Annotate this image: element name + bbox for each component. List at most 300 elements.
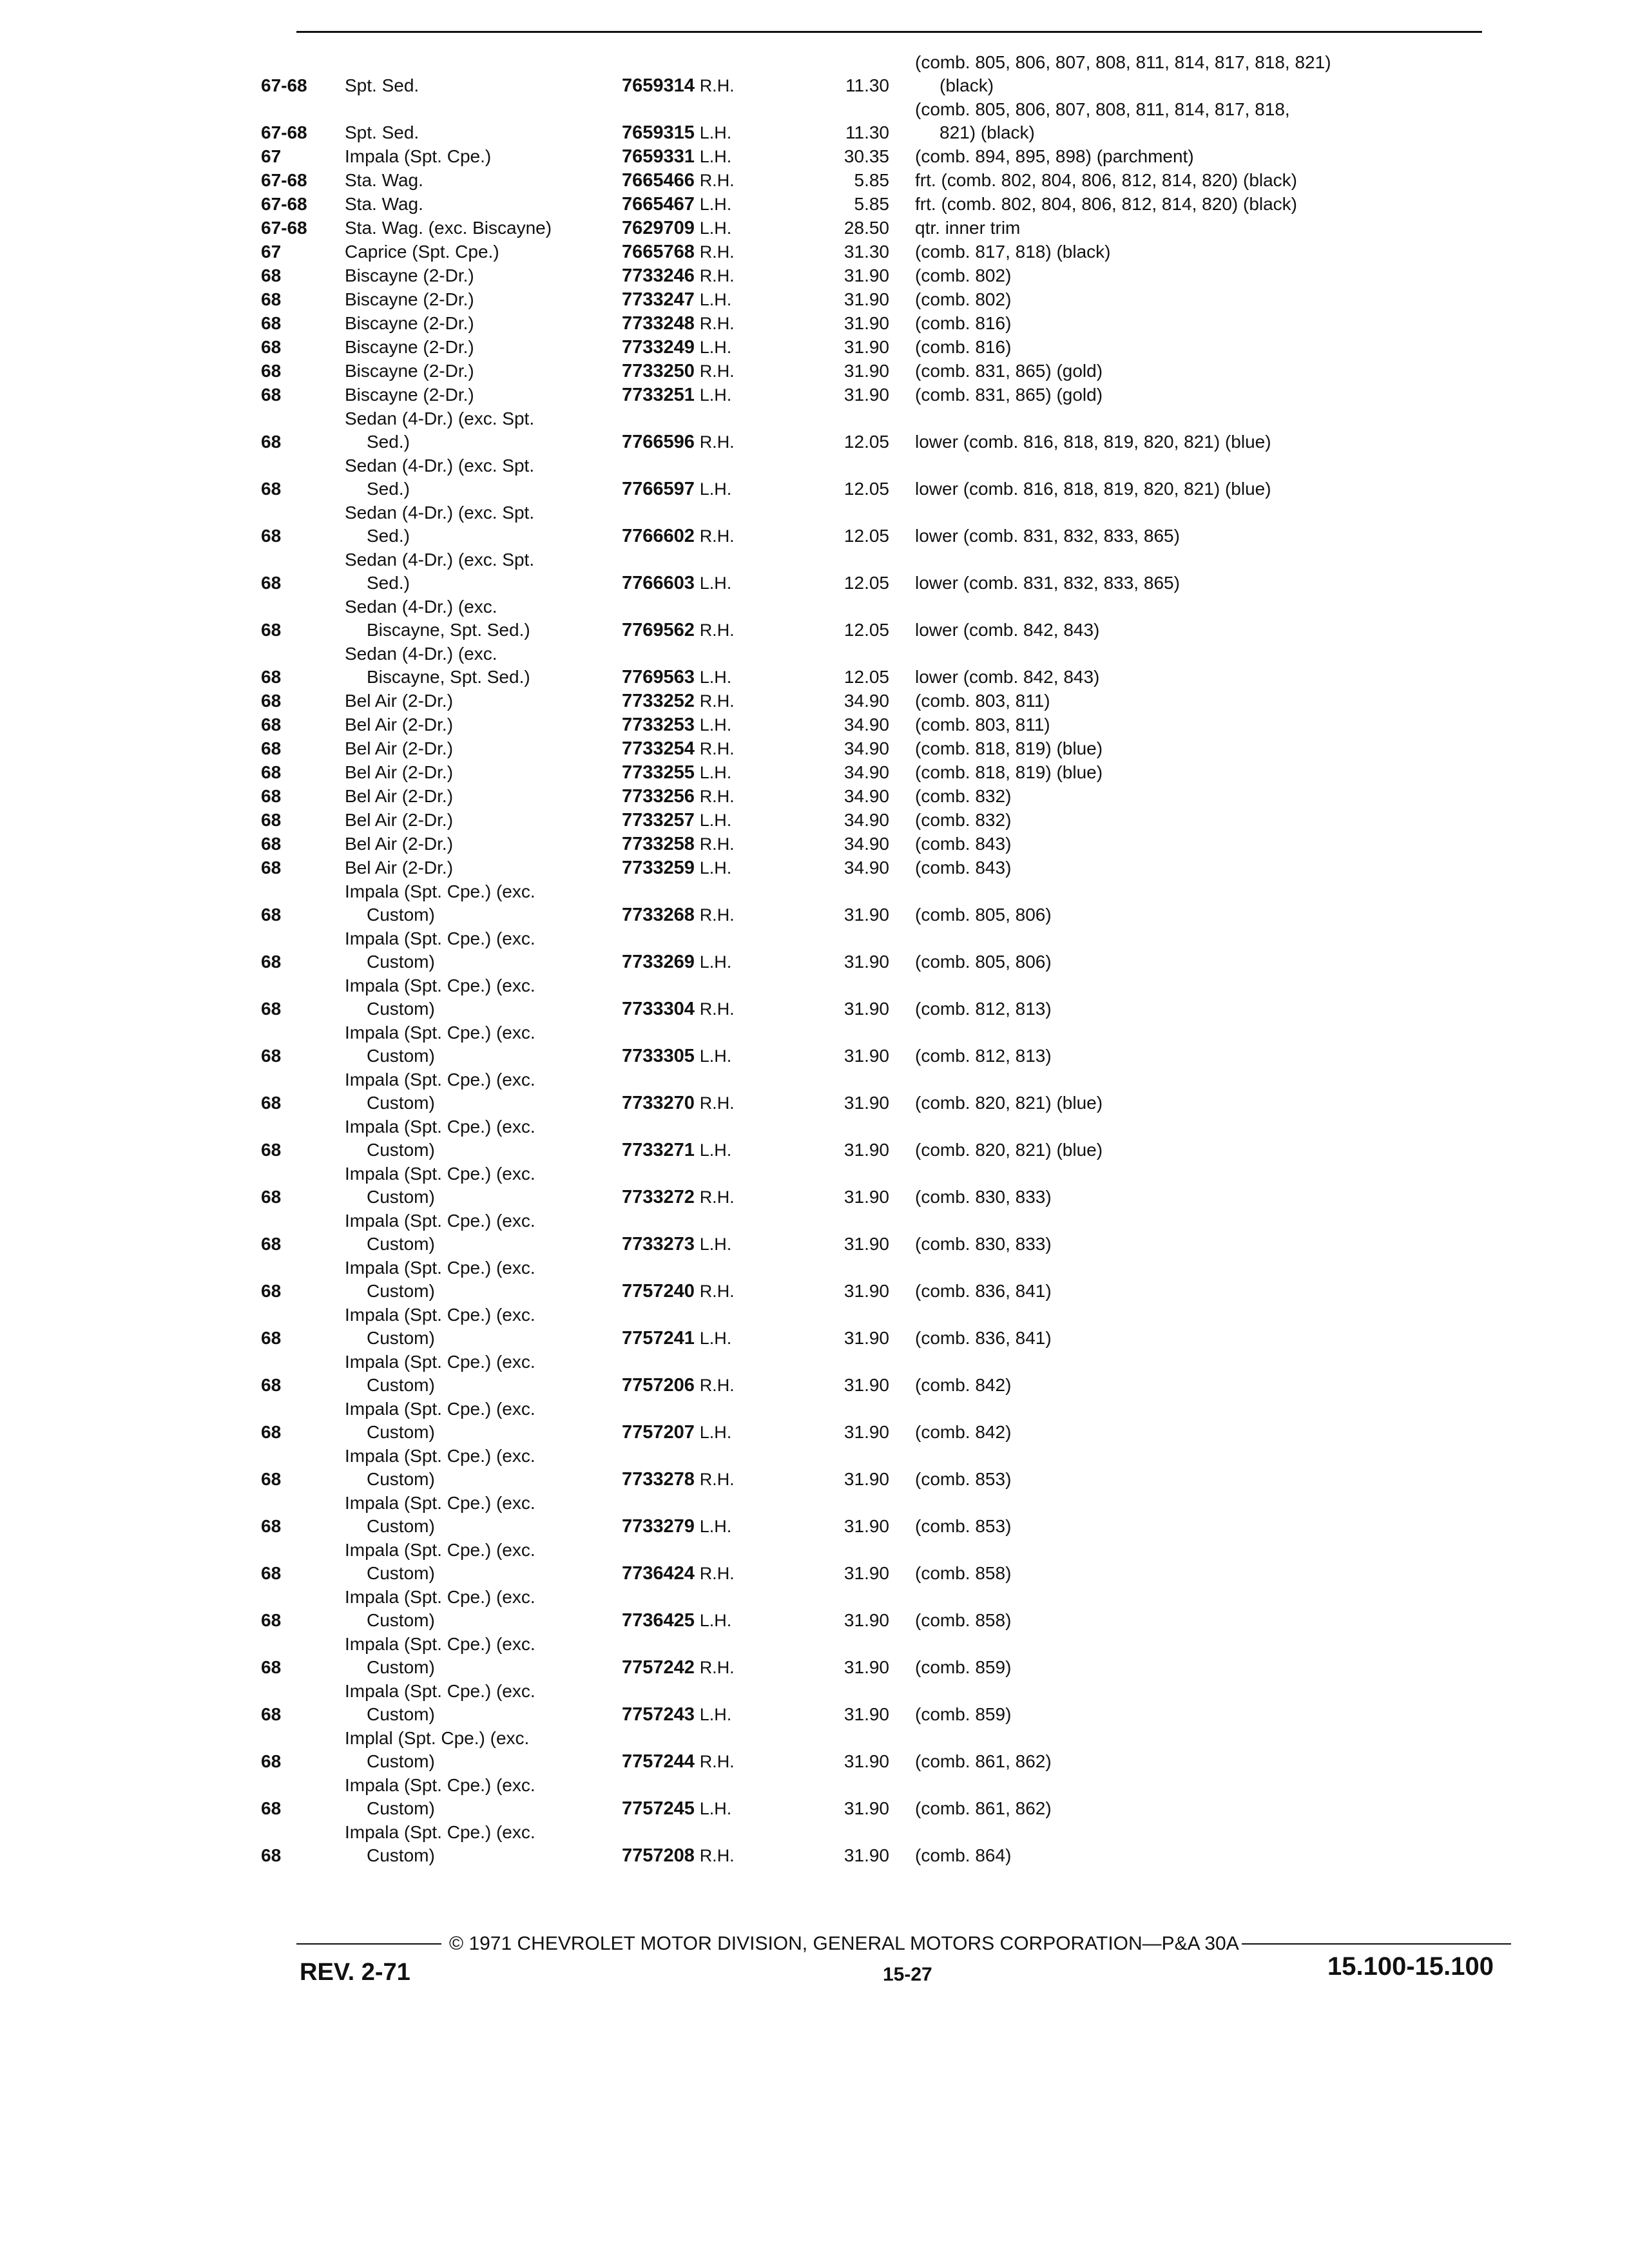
side-designation: L.H. bbox=[699, 218, 732, 238]
model-text-line: Impala (Spt. Cpe.) (exc. bbox=[345, 1822, 535, 1842]
part-number: 7766597 bbox=[622, 479, 695, 499]
side-designation: R.H. bbox=[699, 1187, 735, 1207]
list-price: 31.90 bbox=[843, 1234, 889, 1254]
model-year: 68 bbox=[261, 834, 282, 854]
side-designation: R.H. bbox=[699, 242, 735, 262]
model-year: 68 bbox=[261, 432, 282, 452]
model-description bbox=[345, 927, 622, 974]
model-year: 68 bbox=[261, 1657, 282, 1677]
model-text-line: Sed.) bbox=[367, 573, 410, 593]
list-price: 31.90 bbox=[843, 361, 889, 381]
table-row bbox=[261, 383, 1508, 407]
list-price: 12.05 bbox=[843, 667, 889, 687]
list-price: 28.50 bbox=[843, 218, 889, 238]
table-row bbox=[261, 736, 1508, 760]
side-designation: L.H. bbox=[699, 195, 732, 214]
model-year: 68 bbox=[261, 1328, 282, 1348]
part-number: 7733272 bbox=[622, 1187, 695, 1207]
part-number: 7659314 bbox=[622, 75, 695, 96]
part-number: 7757245 bbox=[622, 1798, 695, 1819]
model-text-line: Biscayne (2-Dr.) bbox=[345, 337, 474, 357]
table-row bbox=[261, 1491, 1508, 1538]
part-number-cell bbox=[622, 240, 796, 264]
model-text-line: Sed.) bbox=[367, 526, 410, 546]
model-description bbox=[345, 312, 622, 335]
table-row bbox=[261, 240, 1508, 264]
model-text-line: Custom) bbox=[367, 1422, 435, 1442]
model-year: 68 bbox=[261, 361, 282, 381]
model-year: 68 bbox=[261, 1187, 282, 1207]
model-year: 68 bbox=[261, 1234, 282, 1254]
model-text-line: Bel Air (2-Dr.) bbox=[345, 762, 454, 782]
trim-combination-description bbox=[915, 737, 1508, 760]
trim-combination-description bbox=[915, 1609, 1508, 1632]
list-price: 31.90 bbox=[843, 1187, 889, 1207]
model-text-line: Impala (Spt. Cpe.) (exc. bbox=[345, 1446, 535, 1466]
side-designation: L.H. bbox=[699, 811, 732, 830]
table-row bbox=[261, 1021, 1508, 1068]
model-description bbox=[345, 974, 622, 1021]
part-number: 7733258 bbox=[622, 834, 695, 854]
part-number: 7733304 bbox=[622, 999, 695, 1019]
side-designation: L.H. bbox=[699, 479, 732, 499]
list-price: 31.90 bbox=[843, 952, 889, 972]
model-description bbox=[345, 1774, 622, 1820]
model-year: 67-68 bbox=[261, 75, 307, 95]
model-year: 68 bbox=[261, 385, 282, 405]
model-description bbox=[345, 595, 622, 642]
side-designation: L.H. bbox=[699, 715, 732, 735]
model-text-line: Custom) bbox=[367, 1704, 435, 1724]
side-designation: R.H. bbox=[699, 1846, 735, 1865]
table-row bbox=[261, 216, 1508, 240]
trim-combination-description bbox=[915, 1703, 1508, 1726]
part-number-cell bbox=[622, 193, 796, 216]
model-text-line: Impala (Spt. Cpe.) (exc. bbox=[345, 881, 535, 901]
model-year: 68 bbox=[261, 738, 282, 758]
part-number-cell bbox=[622, 312, 796, 335]
model-text-line: Custom) bbox=[367, 1375, 435, 1395]
table-row bbox=[261, 144, 1508, 168]
list-price: 31.90 bbox=[843, 1845, 889, 1865]
table-row bbox=[261, 50, 1508, 97]
part-number: 7766603 bbox=[622, 573, 695, 593]
model-text-line: Impala (Spt. Cpe.) (exc. bbox=[345, 1117, 535, 1137]
description-text-line: (comb. 812, 813) bbox=[915, 1046, 1052, 1066]
model-description bbox=[345, 737, 622, 760]
list-price: 34.90 bbox=[843, 786, 889, 806]
model-text-line: Sedan (4-Dr.) (exc. bbox=[345, 597, 497, 617]
part-number-cell bbox=[622, 1562, 796, 1585]
table-row bbox=[261, 784, 1508, 808]
trim-combination-description bbox=[915, 312, 1508, 335]
part-number-cell bbox=[622, 121, 796, 144]
model-description bbox=[345, 1209, 622, 1256]
part-number: 7766602 bbox=[622, 526, 695, 546]
model-text-line: Impala (Spt. Cpe.) (exc. bbox=[345, 1493, 535, 1513]
side-designation: R.H. bbox=[699, 266, 735, 285]
trim-combination-description bbox=[915, 1044, 1508, 1068]
list-price: 31.90 bbox=[843, 1469, 889, 1489]
description-text-line: (comb. 858) bbox=[915, 1563, 1012, 1583]
model-text-line: Sed.) bbox=[367, 479, 410, 499]
model-description bbox=[345, 1115, 622, 1162]
description-text-line: lower (comb. 831, 832, 833, 865) bbox=[915, 526, 1180, 546]
description-text-line: (comb. 836, 841) bbox=[915, 1281, 1052, 1301]
part-number: 7733253 bbox=[622, 715, 695, 735]
model-text-line: Caprice (Spt. Cpe.) bbox=[345, 242, 499, 262]
list-price: 31.90 bbox=[843, 905, 889, 925]
part-number-cell bbox=[622, 1374, 796, 1397]
side-designation: L.H. bbox=[699, 1329, 732, 1348]
model-year: 67-68 bbox=[261, 170, 307, 190]
model-text-line: Bel Air (2-Dr.) bbox=[345, 738, 454, 758]
table-row bbox=[261, 407, 1508, 454]
model-text-line: Custom) bbox=[367, 1798, 435, 1818]
part-number: 7757240 bbox=[622, 1281, 695, 1302]
list-price: 31.90 bbox=[843, 289, 889, 309]
table-row bbox=[261, 359, 1508, 383]
model-text-line: Implal (Spt. Cpe.) (exc. bbox=[345, 1728, 530, 1748]
part-number-cell bbox=[622, 809, 796, 832]
side-designation: L.H. bbox=[699, 573, 732, 593]
side-designation: R.H. bbox=[699, 1282, 735, 1301]
model-description bbox=[345, 1680, 622, 1726]
model-description bbox=[345, 1586, 622, 1632]
part-number-cell bbox=[622, 1609, 796, 1632]
part-number-cell bbox=[622, 1280, 796, 1303]
parts-catalog-table bbox=[261, 50, 1508, 1867]
description-text-line: (comb. 803, 811) bbox=[915, 691, 1050, 711]
model-year: 68 bbox=[261, 1046, 282, 1066]
trim-combination-description bbox=[915, 1515, 1508, 1538]
list-price: 31.90 bbox=[843, 1610, 889, 1630]
page-number: 15-27 bbox=[883, 1964, 932, 1985]
model-text-line: Bel Air (2-Dr.) bbox=[345, 715, 454, 735]
trim-combination-description bbox=[915, 1656, 1508, 1679]
part-number: 7733255 bbox=[622, 762, 695, 783]
trim-combination-description bbox=[915, 1327, 1508, 1350]
description-text-line: lower (comb. 816, 818, 819, 820, 821) (blue) bbox=[915, 479, 1271, 499]
list-price: 31.90 bbox=[843, 1751, 889, 1771]
model-text-line: Biscayne (2-Dr.) bbox=[345, 265, 474, 285]
model-text-line: Sta. Wag. bbox=[345, 194, 423, 214]
part-number-cell bbox=[622, 169, 796, 192]
model-text-line: Impala (Spt. Cpe.) (exc. bbox=[345, 1399, 535, 1419]
list-price: 31.90 bbox=[843, 265, 889, 285]
part-number-cell bbox=[622, 216, 796, 240]
trim-combination-description bbox=[915, 383, 1508, 407]
trim-combination-description bbox=[915, 950, 1508, 974]
model-text-line: Sedan (4-Dr.) (exc. bbox=[345, 644, 497, 664]
side-designation: R.H. bbox=[699, 526, 735, 546]
model-year: 68 bbox=[261, 479, 282, 499]
part-number-cell bbox=[622, 950, 796, 974]
model-year: 68 bbox=[261, 1093, 282, 1113]
side-designation: L.H. bbox=[699, 1705, 732, 1724]
part-number: 7733279 bbox=[622, 1516, 695, 1537]
trim-combination-description bbox=[915, 1139, 1508, 1162]
part-number-cell bbox=[622, 737, 796, 760]
side-designation: L.H. bbox=[699, 763, 732, 782]
description-text-line: (comb. 803, 811) bbox=[915, 715, 1050, 735]
part-number-cell bbox=[622, 1139, 796, 1162]
list-price: 31.90 bbox=[843, 1657, 889, 1677]
model-description bbox=[345, 264, 622, 287]
model-text-line: Custom) bbox=[367, 1140, 435, 1160]
model-description bbox=[345, 1539, 622, 1585]
part-number-cell bbox=[622, 1091, 796, 1115]
list-price: 31.30 bbox=[843, 242, 889, 262]
part-number: 7769562 bbox=[622, 620, 695, 640]
list-price: 12.05 bbox=[843, 526, 889, 546]
description-text-line: (comb. 843) bbox=[915, 858, 1012, 878]
model-year: 68 bbox=[261, 1281, 282, 1301]
table-row bbox=[261, 1538, 1508, 1585]
table-row bbox=[261, 1820, 1508, 1867]
side-designation: L.H. bbox=[699, 952, 732, 972]
model-year: 68 bbox=[261, 1704, 282, 1724]
part-number-cell bbox=[622, 832, 796, 856]
trim-combination-description bbox=[915, 193, 1508, 216]
model-text-line: Custom) bbox=[367, 1610, 435, 1630]
model-text-line: Bel Air (2-Dr.) bbox=[345, 691, 454, 711]
list-price: 31.90 bbox=[843, 1704, 889, 1724]
table-row bbox=[261, 192, 1508, 216]
table-row bbox=[261, 1726, 1508, 1773]
description-text-line: (comb. 805, 806, 807, 808, 811, 814, 817, 818, bbox=[915, 99, 1290, 119]
model-text-line: Bel Air (2-Dr.) bbox=[345, 810, 454, 830]
table-row bbox=[261, 1773, 1508, 1820]
model-text-line: Biscayne, Spt. Sed.) bbox=[367, 620, 530, 640]
model-text-line: Custom) bbox=[367, 905, 435, 925]
part-number-cell bbox=[622, 1656, 796, 1679]
description-text-line: (comb. 805, 806, 807, 808, 811, 814, 817, 818, 821) bbox=[915, 52, 1331, 72]
side-designation: L.H. bbox=[699, 1517, 732, 1536]
model-description bbox=[345, 145, 622, 168]
side-designation: R.H. bbox=[699, 1658, 735, 1677]
description-text-line: lower (comb. 831, 832, 833, 865) bbox=[915, 573, 1180, 593]
list-price: 31.90 bbox=[843, 1422, 889, 1442]
list-price: 31.90 bbox=[843, 337, 889, 357]
part-number-cell bbox=[622, 264, 796, 287]
side-designation: R.H. bbox=[699, 314, 735, 333]
model-text-line: Custom) bbox=[367, 1469, 435, 1489]
side-designation: L.H. bbox=[699, 147, 732, 166]
model-text-line: Sed.) bbox=[367, 432, 410, 452]
model-text-line: Custom) bbox=[367, 1093, 435, 1113]
part-number: 7733278 bbox=[622, 1469, 695, 1490]
list-price: 31.90 bbox=[843, 1046, 889, 1066]
list-price: 31.90 bbox=[843, 1375, 889, 1395]
description-text-line: (comb. 858) bbox=[915, 1610, 1012, 1630]
trim-combination-description bbox=[915, 1797, 1508, 1820]
model-text-line: Impala (Spt. Cpe.) (exc. bbox=[345, 1164, 535, 1184]
section-number: 15.100-15.100 bbox=[1327, 1952, 1494, 1981]
model-text-line: Custom) bbox=[367, 1281, 435, 1301]
table-row bbox=[261, 1256, 1508, 1303]
list-price: 5.85 bbox=[854, 170, 889, 190]
side-designation: L.H. bbox=[699, 1799, 732, 1818]
model-description bbox=[345, 74, 622, 97]
part-number-cell bbox=[622, 1327, 796, 1350]
list-price: 11.30 bbox=[845, 75, 889, 95]
model-description bbox=[345, 1492, 622, 1538]
model-text-line: Impala (Spt. Cpe.) bbox=[345, 146, 492, 166]
description-text-line: (comb. 820, 821) (blue) bbox=[915, 1093, 1103, 1113]
trim-combination-description bbox=[915, 477, 1508, 501]
model-text-line: Impala (Spt. Cpe.) (exc. bbox=[345, 1352, 535, 1372]
side-designation: L.H. bbox=[699, 1046, 732, 1066]
part-number-cell bbox=[622, 997, 796, 1021]
list-price: 31.90 bbox=[843, 313, 889, 333]
model-text-line: Impala (Spt. Cpe.) (exc. bbox=[345, 1775, 535, 1795]
model-description bbox=[345, 1256, 622, 1303]
list-price: 34.90 bbox=[843, 738, 889, 758]
description-text-line: (comb. 861, 862) bbox=[915, 1751, 1052, 1771]
side-designation: R.H. bbox=[699, 739, 735, 758]
model-year: 67 bbox=[261, 242, 282, 262]
model-year: 68 bbox=[261, 1516, 282, 1536]
trim-combination-description bbox=[915, 666, 1508, 689]
model-year: 68 bbox=[261, 691, 282, 711]
part-number-cell bbox=[622, 1797, 796, 1820]
trim-combination-description bbox=[915, 336, 1508, 359]
table-row bbox=[261, 287, 1508, 311]
model-year: 68 bbox=[261, 337, 282, 357]
model-text-line: Custom) bbox=[367, 999, 435, 1019]
description-text-line: (comb. 843) bbox=[915, 834, 1012, 854]
model-description bbox=[345, 1068, 622, 1115]
part-number: 7733247 bbox=[622, 289, 695, 310]
side-designation: L.H. bbox=[699, 1140, 732, 1160]
table-row bbox=[261, 1068, 1508, 1115]
trim-combination-description bbox=[915, 1562, 1508, 1585]
model-description bbox=[345, 1445, 622, 1491]
trim-combination-description bbox=[915, 1468, 1508, 1491]
model-year: 67 bbox=[261, 146, 282, 166]
table-row bbox=[261, 595, 1508, 642]
model-description bbox=[345, 689, 622, 713]
trim-combination-description bbox=[915, 1280, 1508, 1303]
model-year: 68 bbox=[261, 1751, 282, 1771]
list-price: 31.90 bbox=[843, 1281, 889, 1301]
model-text-line: Bel Air (2-Dr.) bbox=[345, 834, 454, 854]
table-row bbox=[261, 454, 1508, 501]
table-row bbox=[261, 760, 1508, 784]
model-description bbox=[345, 785, 622, 808]
description-text-line: qtr. inner trim bbox=[915, 218, 1021, 238]
model-description bbox=[345, 880, 622, 927]
trim-combination-description bbox=[915, 264, 1508, 287]
side-designation: L.H. bbox=[699, 338, 732, 357]
model-description bbox=[345, 713, 622, 736]
table-row bbox=[261, 311, 1508, 335]
description-text-line: lower (comb. 842, 843) bbox=[915, 667, 1100, 687]
trim-combination-description bbox=[915, 1750, 1508, 1773]
part-number: 7659331 bbox=[622, 146, 695, 167]
side-designation: R.H. bbox=[699, 1470, 735, 1489]
list-price: 34.90 bbox=[843, 834, 889, 854]
description-text-line: (comb. 831, 865) (gold) bbox=[915, 361, 1103, 381]
model-text-line: Sedan (4-Dr.) (exc. Spt. bbox=[345, 550, 535, 570]
list-price: 34.90 bbox=[843, 810, 889, 830]
side-designation: R.H. bbox=[699, 1564, 735, 1583]
trim-combination-description bbox=[915, 785, 1508, 808]
list-price: 31.90 bbox=[843, 1563, 889, 1583]
side-designation: L.H. bbox=[699, 290, 732, 309]
table-row bbox=[261, 689, 1508, 713]
table-row bbox=[261, 1679, 1508, 1726]
side-designation: R.H. bbox=[699, 834, 735, 854]
model-text-line: Custom) bbox=[367, 1563, 435, 1583]
part-number: 7757241 bbox=[622, 1328, 695, 1349]
model-text-line: Biscayne (2-Dr.) bbox=[345, 385, 474, 405]
model-year: 68 bbox=[261, 1140, 282, 1160]
model-year: 68 bbox=[261, 786, 282, 806]
model-text-line: Impala (Spt. Cpe.) (exc. bbox=[345, 1070, 535, 1090]
model-description bbox=[345, 121, 622, 144]
table-row bbox=[261, 974, 1508, 1021]
model-description bbox=[345, 832, 622, 856]
part-number-cell bbox=[622, 336, 796, 359]
list-price: 12.05 bbox=[843, 432, 889, 452]
part-number: 7733249 bbox=[622, 337, 695, 358]
side-designation: L.H. bbox=[699, 668, 732, 687]
part-number: 7757206 bbox=[622, 1375, 695, 1396]
table-row bbox=[261, 808, 1508, 832]
model-text-line: Custom) bbox=[367, 1657, 435, 1677]
trim-combination-description bbox=[915, 1091, 1508, 1115]
model-text-line: Impala (Spt. Cpe.) (exc. bbox=[345, 1023, 535, 1043]
part-number: 7733257 bbox=[622, 810, 695, 831]
model-year: 68 bbox=[261, 858, 282, 878]
side-designation: R.H. bbox=[699, 1752, 735, 1771]
list-price: 30.35 bbox=[843, 146, 889, 166]
list-price: 31.90 bbox=[843, 1093, 889, 1113]
side-designation: L.H. bbox=[699, 858, 732, 878]
description-text-line: (comb. 832) bbox=[915, 786, 1012, 806]
table-row bbox=[261, 1209, 1508, 1256]
model-text-line: Impala (Spt. Cpe.) (exc. bbox=[345, 1681, 535, 1701]
table-row bbox=[261, 548, 1508, 595]
trim-combination-description bbox=[915, 713, 1508, 736]
table-row bbox=[261, 1350, 1508, 1397]
model-text-line: Biscayne (2-Dr.) bbox=[345, 361, 474, 381]
side-designation: R.H. bbox=[699, 787, 735, 806]
model-description bbox=[345, 216, 622, 240]
model-text-line: Spt. Sed. bbox=[345, 75, 419, 95]
list-price: 31.90 bbox=[843, 1328, 889, 1348]
part-number: 7733254 bbox=[622, 738, 695, 759]
model-text-line: Sta. Wag. bbox=[345, 170, 423, 190]
trim-combination-description bbox=[915, 856, 1508, 879]
side-designation: R.H. bbox=[699, 691, 735, 711]
list-price: 34.90 bbox=[843, 762, 889, 782]
description-text-line: (comb. 853) bbox=[915, 1469, 1012, 1489]
model-description bbox=[345, 336, 622, 359]
model-description bbox=[345, 407, 622, 454]
top-rule bbox=[296, 31, 1482, 33]
model-description bbox=[345, 1727, 622, 1773]
side-designation: L.H. bbox=[699, 1235, 732, 1254]
revision-label: REV. 2-71 bbox=[300, 1959, 410, 1986]
table-row bbox=[261, 1115, 1508, 1162]
model-text-line: Custom) bbox=[367, 1234, 435, 1254]
side-designation: R.H. bbox=[699, 620, 735, 640]
description-text-line: (comb. 818, 819) (blue) bbox=[915, 738, 1103, 758]
part-number-cell bbox=[622, 1233, 796, 1256]
